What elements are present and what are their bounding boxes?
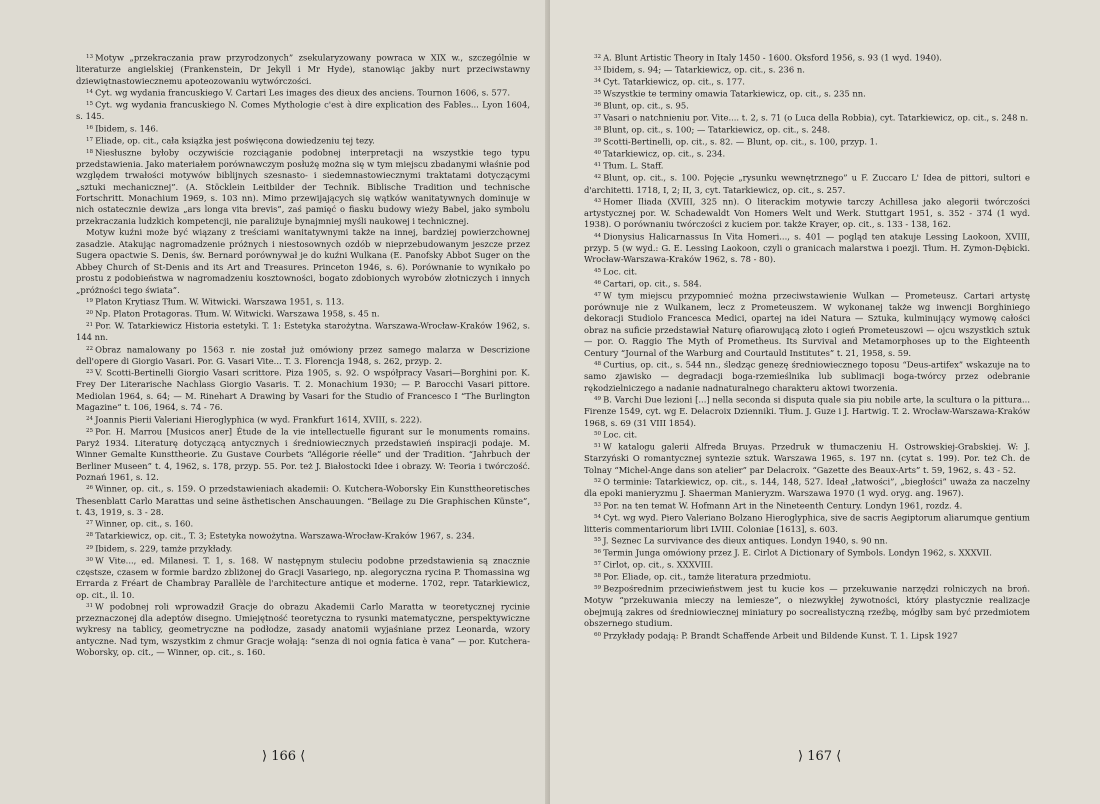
footnote-number: 29: [86, 544, 94, 551]
footnote-text: Motyw kuźni może być wiązany z treściami wanitatywnymi także na innej, bardziej powierzchownej zasadzie. Atakując nagromadzenie próżnych i niestosownych ozdób w nieprzebudowanym jeszcze przez Sugera opactwie S. Denis, św. Bernard porównywał je do kuźni Wulkana (E. Panofsky Abbot Suger on the Abbey Church of St-Denis and its Art and Treasures. Princeton 1946, s. 6). Porównanie to wynikało po prostu z podobieństwa w nagromadzeniu kosztowności, bogato zdobionych wyrobów złotniczych i innych „próżności tego świata”.: [76, 227, 530, 295]
footnote-text: Np. Platon Protagoras. Tłum. W. Witwicki. Warszawa 1958, s. 45 n.: [95, 308, 380, 319]
footnote: [584, 278, 1030, 290]
footnote: [76, 296, 530, 308]
footnote-text: Cartari, op. cit., s. 584.: [603, 278, 702, 289]
footnote-number: 54: [594, 513, 602, 520]
footnote-number: 35: [594, 90, 602, 97]
footnote-number: 22: [86, 345, 94, 352]
footnote: [76, 601, 530, 659]
right-footnotes: [584, 52, 1030, 642]
footnote: [584, 88, 1030, 100]
footnote-text: Bezpośrednim przeciwieństwem jest tu kucie kos — przekuwanie narzędzi rolniczych na broń. Motyw “przekuwania mieczy na lemiesze”, o niezwykłej żywotności, który plastycznie realizacje obejmują zakres od średniowiecznej miniatury po socrealistyczną rzeźbę, mógłby sam być przedmiotem obszernego studium.: [584, 584, 1030, 629]
footnote-text: Por. H. Marrou [Musicos aner] Étude de la vie intellectuelle figurant sur le monuments romains. Paryż 1934. Literaturę dotyczącą antycznych i średniowiecznych przedstawień inspiracji podaje. M. Winner Gemalte Kunsttheorie. Zu Gustave Courbets “Allégorie réelle” und der Tradition. “Jahrbuch der Berliner Museen” t. 4, 1962, s. 178, przyp. 55. Por. też J. Białostocki Idee i obrazy. W: Teoria i twórczość. Poznań 1961, s. 12.: [76, 426, 530, 483]
footnote-number: 55: [594, 537, 602, 544]
footnote: [584, 160, 1030, 172]
footnote-number: 23: [86, 369, 94, 376]
footnote: [584, 124, 1030, 136]
footnote-text: W podobnej roli wprowadził Gracje do obrazu Akademii Carlo Maratta w teoretycznej rycinie przeznaczonej dla adeptów disegno. Umiejętność teoretyczna to rysunki matematyczne, perspektywiczne wykresy na tablicy, geometryczne na podłodze, zasady anatomii wyjaśniane przez Leonarda, wzory antyczne. Nad tym, wszystkim z chmur Gracje wołają: “senza di noi ognia fatica è vana” — por. Kutchera-Woborsky, op. cit., — Winner, op. cit., s. 160.: [76, 601, 530, 658]
footnote: [584, 512, 1030, 536]
footnote-number: 40: [594, 150, 602, 157]
footnote-number: 50: [594, 431, 602, 438]
footnote-text: Cyt. wg wydania francuskiego N. Comes Mythologie c'est à dire explication des Fables... Lyon 1604, s. 145.: [76, 99, 530, 122]
footnote-text: Tatarkiewicz, op. cit., s. 234.: [603, 148, 726, 159]
footnote: [584, 429, 1030, 441]
page-number-left: ⟩ 166 ⟨: [262, 749, 306, 764]
footnote-number: 52: [594, 478, 602, 485]
footnote-text: Motyw „przekraczania praw przyrodzonych” zsekularyzowany powraca w XIX w., szczególnie w literaturze angielskiej (Frankenstein, Dr Jekyll i Mr Hyde), stanowiąc jakby nurt przeciwstawny dziewiętnastowiecznemu apoteozowaniu wytwórczości.: [76, 52, 530, 86]
footnote-number: 34: [594, 78, 602, 85]
footnote-number: 42: [594, 174, 602, 181]
footnote: [584, 100, 1030, 112]
footnote-number: 28: [86, 532, 94, 539]
footnote-text: Dionysius Halicarnassus In Vita Homeri..., s. 401 — pogląd ten atakuje Lessing Laokoon, XVIII, przyp. 5 (w wyd.: G. E. Lessing Laokoon, czyli o granicach malarstwa i poezji. Tłum. H. Zymon-Dębicki. Wrocław-Warszawa-Kraków 1962, s. 78 - 80).: [584, 231, 1030, 265]
footnote: [76, 123, 530, 135]
footnote-text: Ibidem, s. 94; — Tatarkiewicz, op. cit., s. 236 n.: [603, 64, 805, 75]
footnote-text: Platon Krytiasz Tłum. W. Witwicki. Warszawa 1951, s. 113.: [95, 296, 345, 307]
footnote-number: 14: [86, 88, 94, 95]
footnote-number: 18: [86, 148, 94, 155]
footnote-text: Vasari o natchnieniu por. Vite.... t. 2, s. 71 (o Luca della Robbia), cyt. Tatarkiewicz, op. cit., s. 248 n.: [603, 112, 1029, 123]
footnote: [76, 87, 530, 99]
footnote: [584, 76, 1030, 88]
footnote-number: 21: [86, 322, 94, 329]
footnote-number: 45: [594, 267, 602, 274]
footnote: [584, 231, 1030, 266]
right-page: [550, 0, 1100, 804]
footnote: [584, 583, 1030, 629]
footnote-text: Winner, op. cit., s. 160.: [95, 519, 194, 530]
footnote-number: 31: [86, 602, 94, 609]
footnote: [76, 530, 530, 542]
footnote-text: Przykłady podają: P. Brandt Schaffende Arbeit und Bildende Kunst. T. 1. Lipsk 1927: [603, 630, 958, 641]
footnote: [584, 112, 1030, 124]
footnote-text: J. Seznec La survivance des dieux antiques. Londyn 1940, s. 90 nn.: [603, 535, 888, 546]
footnote-text: Eliade, op. cit., cała książka jest poświęcona dowiedzeniu tej tezy.: [95, 135, 375, 146]
page-number-right: ⟩ 167 ⟨: [798, 749, 842, 764]
footnote: [76, 320, 530, 344]
footnote-number: 49: [594, 396, 602, 403]
footnote: [76, 308, 530, 320]
footnote-text: B. Varchi Due lezioni [...] nella seconda si disputa quale sia piu nobile arte, la scultura o la pittura... Firenze 1549, cyt. wg E. Delacroix Dzienniki. Tłum. J. Guze i J. Hartwig. T. 2. Wrocław-Warszawa-Kraków 1968, s. 69 (31 VIII 1854).: [584, 394, 1030, 428]
footnote-text: Por. W. Tatarkiewicz Historia estetyki. T. 1: Estetyka starożytna. Warszawa-Wrocław-Kraków 1962, s. 144 nn.: [76, 320, 530, 343]
footnote: [76, 367, 530, 413]
footnote: [76, 555, 530, 601]
footnote-text: Wszystkie te terminy omawia Tatarkiewicz, op. cit., s. 235 nn.: [603, 88, 866, 99]
footnote-text: Obraz namalowany po 1563 r. nie został już omówiony przez samego malarza w Descrizione dell'opere di Giorgio Vasari. Por. G. Vasari Vite... T. 3. Florencja 1948, s. 262, przyp. 2.: [76, 344, 530, 366]
footnote-number: 36: [594, 102, 602, 109]
footnote-text: Cyt. wg wyd. Piero Valeriano Bolzano Hieroglyphica, sive de sacris Aegiptorum aliarumque gentium litteris commentariorum libri LVIII. Coloniae [1613], s. 603.: [584, 512, 1030, 534]
footnote-number: 51: [594, 443, 602, 450]
footnote-number: 39: [594, 138, 602, 145]
footnote-text: V. Scotti-Bertinelli Giorgio Vasari scrittore. Piza 1905, s. 92. O współpracy Vasari—Borghini por. K. Frey Der Literarische Nachlass Giorgio Vasaris. T. 2. Monachium 1930; — P. Barocchi Vasari pittore. Mediolan 1964, s. 64; — M. Rinehart A Drawing by Vasari for the Studio of Francesco I “The Burlington Magazine” t. 106, 1964, s. 74 - 76.: [76, 367, 530, 413]
footnote: [584, 64, 1030, 76]
footnote: [584, 266, 1030, 278]
footnote-text: Termin Junga omówiony przez J. E. Cirlot A Dictionary of Symbols. Londyn 1962, s. XXXVII.: [603, 547, 992, 558]
footnote-number: 17: [86, 136, 94, 143]
footnote-number: 19: [86, 298, 94, 305]
footnote: [584, 196, 1030, 231]
footnote: [584, 359, 1030, 394]
footnote-number: 20: [86, 310, 94, 317]
footnote-number: 41: [594, 162, 602, 169]
footnote-number: 25: [86, 427, 94, 434]
footnote-text: Cyt. Tatarkiewicz, op. cit., s. 177.: [603, 76, 745, 87]
footnote-number: 59: [594, 585, 602, 592]
footnote-text: Scotti-Bertinelli, op. cit., s. 82. — Blunt, op. cit., s. 100, przyp. 1.: [603, 136, 878, 147]
footnote-number: 43: [594, 197, 602, 204]
footnote: [76, 483, 530, 518]
footnote-text: O terminie: Tatarkiewicz, op. cit., s. 144, 148, 527. Ideał „łatwości”, „biegłości” uważa za naczelny dla epoki manieryzmu J. Shaerman Manieryzm. Warszawa 1970 (1 wyd. oryg. ang. 1967).: [584, 476, 1030, 499]
footnote: [76, 227, 530, 296]
footnote-text: Ibidem, s. 146.: [95, 123, 159, 134]
footnote-text: Por. na ten temat W. Hofmann Art in the Nineteenth Century. Londyn 1961, rozdz. 4.: [603, 500, 963, 511]
footnote-number: 44: [594, 232, 602, 239]
footnote-text: Blunt, op. cit., s. 100; — Tatarkiewicz, op. cit., s. 248.: [603, 124, 831, 135]
footnote-text: Curtius, op. cit., s. 544 nn., śledząc genezę średniowiecznego toposu “Deus-artifex” wskazuje na to samo zjawisko — degradacji boga-rzemieślnika lub sublimacji boga-twórcy przez odebranie rękodzielniczego a nadanie nadnaturalnego charakteru aktowi tworzenia.: [584, 359, 1030, 393]
footnote: [76, 426, 530, 484]
footnote-number: 48: [594, 361, 602, 368]
footnote: [76, 344, 530, 368]
footnote-number: 27: [86, 520, 94, 527]
footnote-number: 53: [594, 501, 602, 508]
footnote-text: Tatarkiewicz, op. cit., T. 3; Estetyka nowożytna. Warszawa-Wrocław-Kraków 1967, s. 234.: [95, 531, 475, 542]
footnote: [584, 290, 1030, 359]
footnote-text: Tłum. L. Staff.: [603, 161, 664, 172]
footnote-number: 60: [594, 631, 602, 638]
footnote-number: 37: [594, 114, 602, 121]
footnote-text: Cyt. wg wydania francuskiego V. Cartari Les images des dieux des anciens. Tournon 1606, s. 577.: [95, 87, 510, 98]
footnote: [584, 500, 1030, 512]
footnote-number: 15: [86, 101, 94, 107]
footnote: [76, 414, 530, 426]
footnote-number: 47: [594, 291, 602, 298]
footnote-number: 56: [594, 549, 602, 556]
footnote-number: 30: [86, 556, 94, 563]
footnote-number: 57: [594, 561, 602, 568]
footnote-number: 58: [594, 573, 602, 580]
footnote-text: Blunt, op. cit., s. 95.: [603, 100, 689, 111]
footnote-text: A. Blunt Artistic Theory in Italy 1450 - 1600. Oksford 1956, s. 93 (1 wyd. 1940).: [603, 52, 942, 63]
footnote: [584, 571, 1030, 583]
footnote-number: 33: [594, 66, 602, 73]
footnote-number: 16: [86, 124, 94, 131]
footnote-text: Ibidem, s. 229, tamże przykłady.: [95, 543, 233, 554]
footnote: [584, 148, 1030, 160]
footnote-text: Por. Eliade, op. cit., tamże literatura przedmiotu.: [603, 571, 812, 582]
footnote: [76, 99, 530, 123]
footnote: [584, 630, 1030, 642]
footnote: [76, 135, 530, 147]
left-footnotes: [76, 52, 530, 659]
footnote-text: Niesłuszne byłoby oczywiście rozciąganie podobnej interpretacji na wszystkie tego typu przedstawienia. Jako materiałem porównawczym posłużę można się w tym miejscu zbadanymi właśnie pod względem trwałości motywów biblijnych szesnasto- i siedemnastowiecznymi traktatami dotyczącymi „sztuki mechanicznej”. (A. Stöcklein Leitbilder der Technik. Biblische Tradition und technische Fortschritt. Monachium 1969, s. 103 nn). Mimo przewijających się wątków wanitatywnych dominuje w nich ostatecznie dewiza „ars longa vita brevis”, zaś pamięć o fiasku budowy wieży Babel, jako symbolu przekraczania ludzkich kompetencji, nie paraliżuje bynajmniej myśli naukowej i technicznej.: [76, 147, 530, 226]
footnote-text: Loc. cit.: [603, 429, 638, 440]
footnote-text: Cirlot, op. cit., s. XXXVIII.: [603, 559, 714, 570]
footnote: [584, 476, 1030, 500]
footnote-text: W katalogu galerii Alfreda Bruyas. Przedruk w tłumaczeniu H. Ostrowskiej-Grabskiej. W: J. Starzyński O romantycznej syntezie sztuk. Warszawa 1965, s. 197 nn. (cytat s. 199). Por. też Ch. de Tolnay “Michel-Ange dans son atelier” par Delacroix. “Gazette des Beaux-Arts” t. 59, 1962, s. 43 - 52.: [584, 441, 1030, 475]
footnote-number: 24: [86, 415, 94, 422]
footnote: [76, 52, 530, 87]
footnote: [584, 172, 1030, 196]
footnote: [584, 52, 1030, 64]
footnote: [76, 543, 530, 555]
footnote-text: Winner, op. cit., s. 159. O przedstawieniach akademii: O. Kutchera-Woborsky Ein Kunsttheoretisches Thesenblatt Carlo Marattas und seine ästhetischen Anschauungen. “Beilage zu Die Graphischen Künste”, t. 43, 1919, s. 3 - 28.: [76, 484, 530, 517]
footnote-text: Joannis Pierii Valeriani Hieroglyphica (w wyd. Frankfurt 1614, XVIII, s. 222).: [95, 414, 423, 425]
footnote-text: Homer Iliada (XVIII, 325 nn). O literackim motywie tarczy Achillesa jako alegorii twórczości artystycznej por. W. Schadewaldt Von Homers Welt und Werk. Stuttgart 1951, s. 352 - 374 (1 wyd. 1938). O porównaniu twórczości z kuciem por. także Krayer, op. cit., s. 133 - 138, 162.: [584, 196, 1030, 230]
footnote-number: 13: [86, 54, 94, 60]
footnote: [584, 136, 1030, 148]
footnote: [584, 547, 1030, 559]
footnote-text: Blunt, op. cit., s. 100. Pojęcie „rysunku wewnętrznego” u F. Zuccaro L' Idea de pittori, sultori e d'architetti. 1718, I, 2; II, 3, cyt. Tatarkiewicz, op. cit., s. 257.: [584, 173, 1030, 195]
footnote-text: Loc. cit.: [603, 266, 638, 277]
footnote: [76, 147, 530, 228]
footnote-number: 38: [594, 126, 602, 133]
footnote: [584, 559, 1030, 571]
footnote: [584, 441, 1030, 476]
footnote-text: W Vite..., ed. Milanesi. T. 1, s. 168. W następnym stuleciu podobne przedstawienia są znacznie częstsze, czasem w formie bardzo zbliżonej do Gracji Vasariego, np. alegoryczna rycina P. Thomassina wg Errarda z Fréart de Chambray Parallèle de l'architecture antique et moderne. 1702, repr. Tatarkiewicz, op. cit., il. 10.: [76, 555, 530, 600]
footnote-number: 26: [86, 485, 94, 492]
footnote: [584, 394, 1030, 429]
footnote: [584, 535, 1030, 547]
footnote-number: 32: [594, 54, 602, 60]
footnote-text: W tym miejscu przypomnieć można przeciwstawienie Wulkan — Prometeusz. Cartari artystę porównuje nie z Wulkanem, lecz z Prometeuszem. W wykonanej także wg inwencji Borghiniego dekoracji Studiolo Francesca Medici, opartej na idei Natura — Sztuka, kulminujący wymowę całości obraz na suficie przedstawiał Naturę ofiarowującą złoto i ogień Prometeuszowi — ojcu wszystkich sztuk — por. O. Raggio The Myth of Prometheus. Its Survival and Metamorphoses up to the Eighteenth Century “Journal of the Warburg and Courtauld Institutes” t. 21, 1958, s. 59.: [584, 290, 1030, 358]
footnote: [76, 518, 530, 530]
footnote-number: 46: [594, 279, 602, 286]
